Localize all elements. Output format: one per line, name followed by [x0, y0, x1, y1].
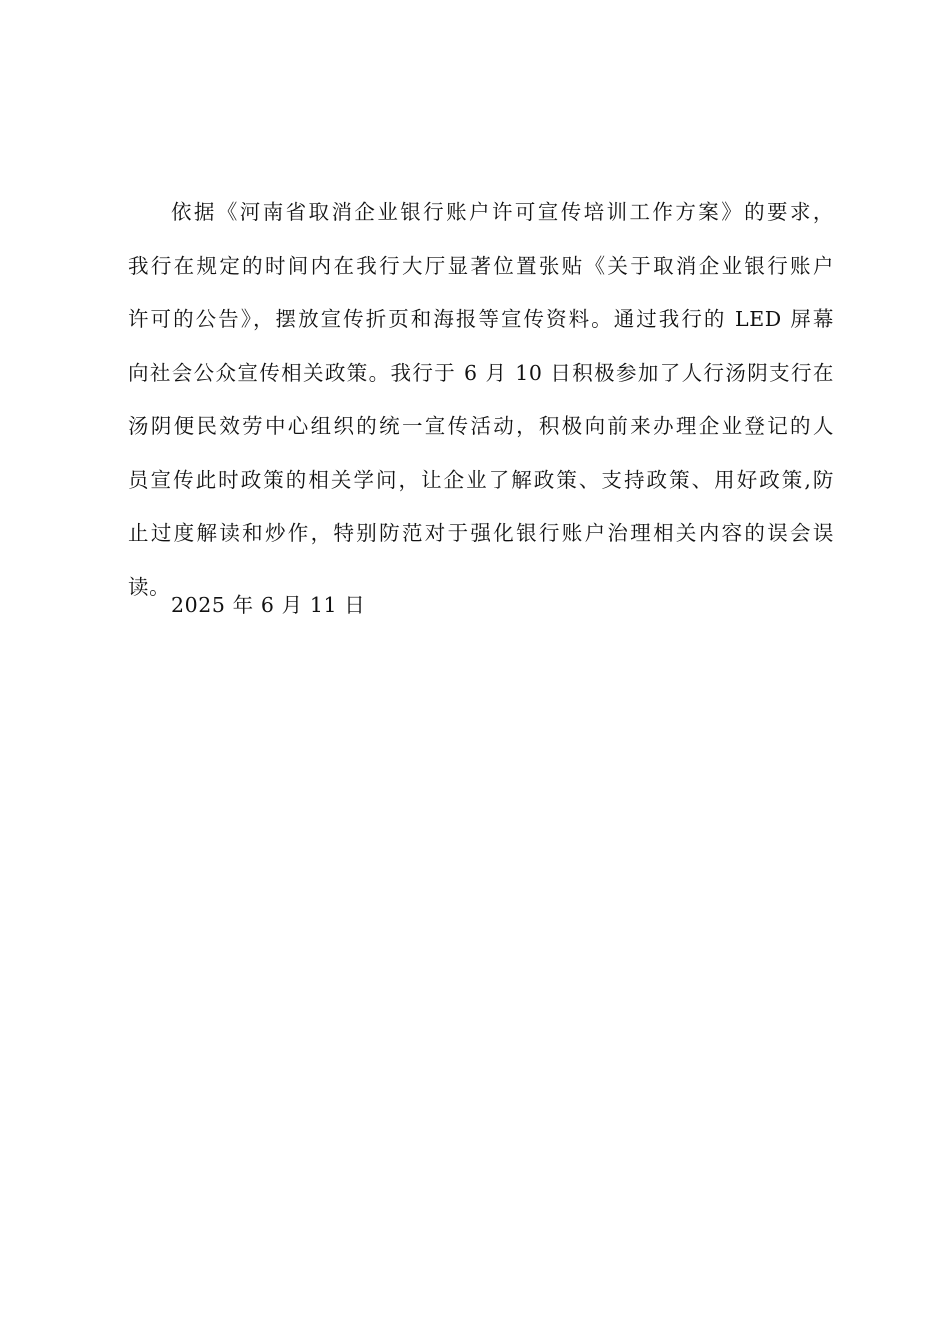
paragraph-line: 员宣传此时政策的相关学问，让企业了解政策、支持政策、用好政策,防 [128, 467, 834, 492]
paragraph-line: 止过度解读和炒作，特别防范对于强化银行账户治理相关内容的误会误 [128, 521, 834, 545]
paragraph-line: 汤阴便民效劳中心组织的统一宣传活动，积极向前来办理企业登记的人 [128, 414, 834, 438]
document-date: 2025 年 6 月 11 日 [171, 593, 366, 617]
paragraph-line: 依据《河南省取消企业银行账户许可宣传培训工作方案》的要求， [171, 200, 834, 224]
paragraph-line: 向社会公众宣传相关政策。我行于 6 月 10 日积极参加了人行汤阴支行在 [128, 360, 834, 385]
paragraph-line: 我行在规定的时间内在我行大厅显著位置张贴《关于取消企业银行账户 [128, 253, 834, 278]
paragraph-line: 许可的公告》，摆放宣传折页和海报等宣传资料。通过我行的 LED 屏幕 [128, 307, 834, 331]
body-paragraph [128, 186, 834, 614]
paragraph-line: 读。 [128, 574, 171, 599]
